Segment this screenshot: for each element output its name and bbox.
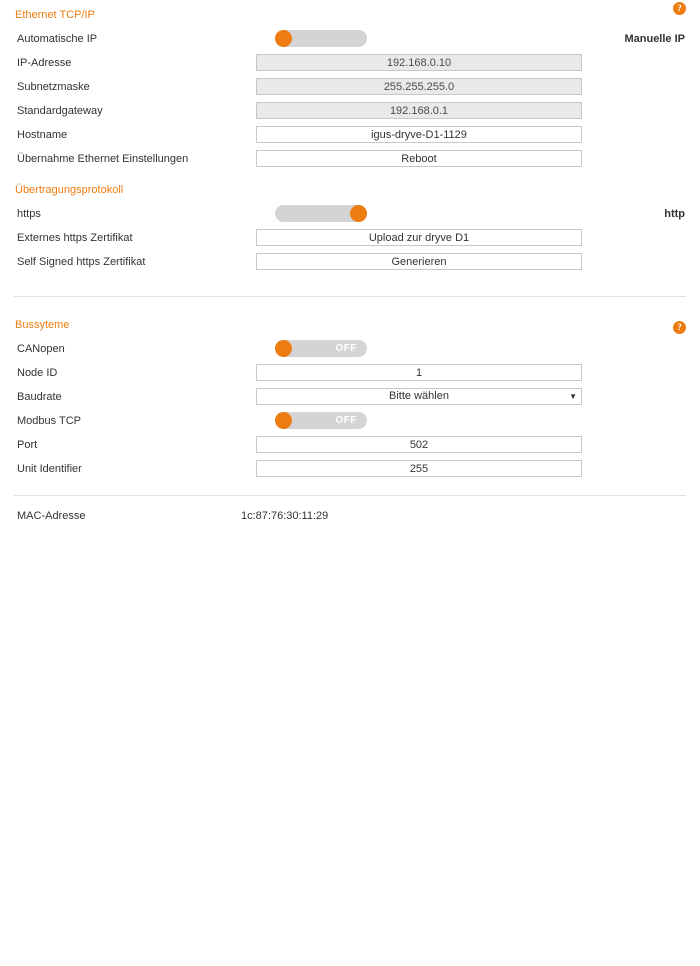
label-self-signed-certificate: Self Signed https Zertifikat — [17, 255, 146, 268]
label-baudrate: Baudrate — [17, 390, 62, 403]
spacer — [0, 496, 700, 506]
label-mac-address: MAC-Adresse — [17, 510, 86, 522]
label-http: http — [664, 207, 685, 220]
spacer — [0, 274, 700, 296]
field-automatic-ip — [241, 30, 685, 47]
section-title-ethernet: Ethernet TCP/IP — [15, 9, 95, 21]
input-default-gateway[interactable]: 192.168.0.1 — [256, 102, 582, 119]
field-external-https-certificate — [241, 229, 685, 246]
label-ip-address: IP-Adresse — [17, 56, 72, 69]
field-baudrate — [241, 388, 685, 405]
input-ip-address[interactable]: 192.168.0.10 — [256, 54, 582, 71]
row-port — [15, 433, 685, 456]
field-self-signed-certificate — [241, 253, 685, 270]
row-modbus-tcp — [15, 409, 685, 432]
select-baudrate-value: Bitte wählen — [389, 390, 449, 402]
bus-section — [0, 297, 700, 480]
toggle-canopen[interactable] — [275, 340, 367, 357]
field-unit-identifier — [241, 460, 685, 477]
row-canopen — [15, 337, 685, 360]
field-apply-ethernet-settings — [241, 150, 685, 167]
row-self-signed-certificate — [15, 250, 685, 273]
field-port — [241, 436, 685, 453]
row-ip-address — [15, 51, 685, 74]
toggle-knob — [350, 205, 367, 222]
toggle-knob — [275, 340, 292, 357]
label-apply-ethernet-settings: Übernahme Ethernet Einstellungen — [17, 152, 189, 165]
toggle-knob — [275, 412, 292, 429]
field-default-gateway — [241, 102, 685, 119]
label-automatic-ip: Automatische IP — [17, 32, 98, 45]
section-title-bus: Bussyteme — [15, 319, 70, 331]
row-node-id — [15, 361, 685, 384]
help-icon[interactable]: ? — [673, 321, 686, 334]
row-baudrate — [15, 385, 685, 408]
label-port: Port — [17, 438, 38, 451]
row-default-gateway — [15, 99, 685, 122]
toggle-https[interactable] — [275, 205, 367, 222]
spacer — [0, 481, 700, 495]
label-manual-ip: Manuelle IP — [624, 32, 685, 45]
ethernet-section — [0, 0, 700, 170]
row-apply-ethernet-settings — [15, 147, 685, 170]
row-unit-identifier — [15, 457, 685, 480]
field-ip-address — [241, 54, 685, 71]
field-canopen — [241, 340, 685, 357]
toggle-state-text: OFF — [335, 343, 357, 354]
select-baudrate[interactable] — [256, 388, 582, 405]
row-https — [15, 202, 685, 225]
reboot-button[interactable]: Reboot — [256, 150, 582, 167]
label-unit-identifier: Unit Identifier — [17, 462, 82, 475]
field-https — [241, 205, 685, 222]
section-title-protocol: Übertragungsprotokoll — [15, 184, 124, 196]
label-https: https — [17, 207, 41, 220]
toggle-automatic-ip[interactable] — [275, 30, 367, 47]
input-port[interactable]: 502 — [256, 436, 582, 453]
chevron-down-icon: ▼ — [569, 392, 577, 401]
row-automatic-ip — [15, 27, 685, 50]
protocol-section — [0, 171, 700, 273]
toggle-state-text: OFF — [335, 415, 357, 426]
value-mac-address: 1c:87:76:30:11:29 — [241, 510, 329, 522]
row-external-https-certificate — [15, 226, 685, 249]
field-subnet-mask — [241, 78, 685, 95]
toggle-modbus-tcp[interactable] — [275, 412, 367, 429]
field-hostname — [241, 126, 685, 143]
generate-certificate-button[interactable]: Generieren — [256, 253, 582, 270]
input-unit-identifier[interactable]: 255 — [256, 460, 582, 477]
row-subnet-mask — [15, 75, 685, 98]
label-subnet-mask: Subnetzmaske — [17, 80, 90, 93]
upload-certificate-button[interactable]: Upload zur dryve D1 — [256, 229, 582, 246]
input-subnet-mask[interactable]: 255.255.255.0 — [256, 78, 582, 95]
input-hostname[interactable]: igus-dryve-D1-1129 — [256, 126, 582, 143]
input-node-id[interactable]: 1 — [256, 364, 582, 381]
row-hostname — [15, 123, 685, 146]
label-node-id: Node ID — [17, 366, 58, 379]
row-mac-address — [0, 506, 700, 526]
label-external-https-certificate: Externes https Zertifikat — [17, 231, 133, 244]
toggle-knob — [275, 30, 292, 47]
label-modbus-tcp: Modbus TCP — [17, 414, 81, 427]
field-modbus-tcp — [241, 412, 685, 429]
label-hostname: Hostname — [17, 128, 68, 141]
label-default-gateway: Standardgateway — [17, 104, 103, 117]
field-node-id — [241, 364, 685, 381]
help-icon[interactable]: ? — [673, 2, 686, 15]
label-canopen: CANopen — [17, 342, 65, 355]
